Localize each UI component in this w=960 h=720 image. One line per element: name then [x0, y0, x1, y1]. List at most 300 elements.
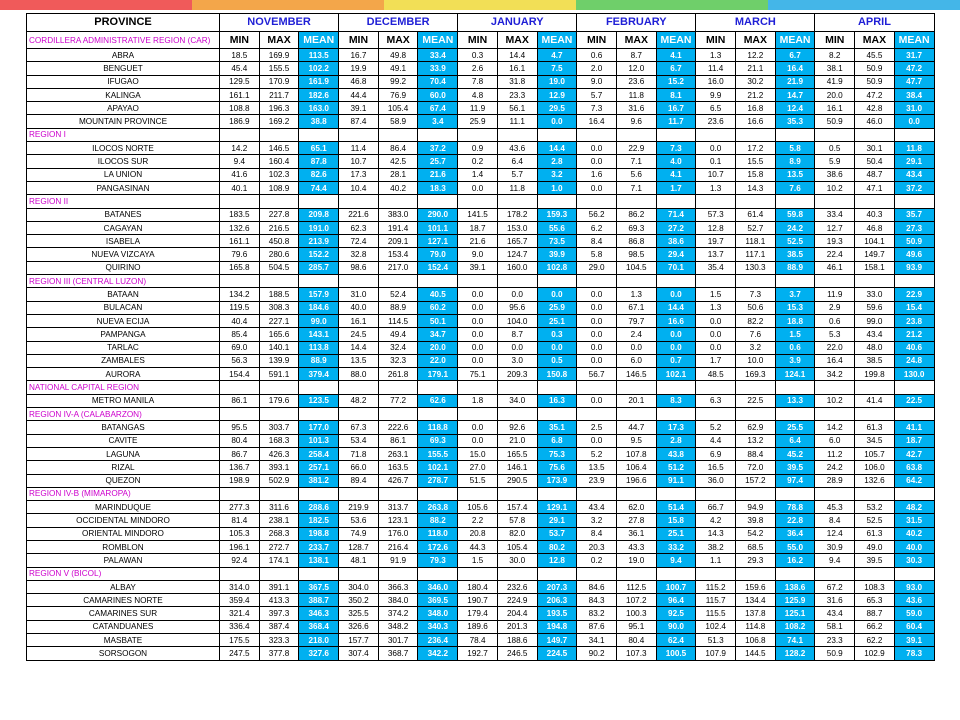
mean-cell: 18.8	[775, 314, 815, 327]
max-cell: 46.8	[855, 221, 895, 234]
mean-cell: 39.9	[537, 248, 577, 261]
empty-cell	[855, 567, 895, 580]
empty-cell	[418, 195, 458, 208]
min-header: MIN	[577, 32, 617, 49]
max-cell: 80.4	[616, 634, 656, 647]
min-cell: 83.2	[577, 607, 617, 620]
mean-cell: 16.3	[537, 394, 577, 407]
min-cell: 67.3	[339, 421, 379, 434]
max-cell: 157.4	[497, 501, 537, 514]
empty-cell	[696, 128, 736, 141]
max-cell: 308.3	[259, 301, 299, 314]
max-cell: 95.6	[497, 301, 537, 314]
mean-cell: 93.0	[894, 580, 934, 593]
max-cell: 49.0	[855, 540, 895, 553]
max-cell: 30.0	[497, 554, 537, 567]
max-cell: 62.9	[736, 421, 776, 434]
mean-cell: 6.7	[656, 62, 696, 75]
mean-cell: 31.7	[894, 49, 934, 62]
max-cell: 169.3	[736, 368, 776, 381]
empty-cell	[220, 408, 260, 421]
max-cell: 232.6	[497, 580, 537, 593]
mean-cell: 157.9	[299, 288, 339, 301]
min-cell: 39.1	[458, 261, 498, 274]
min-cell: 30.9	[815, 540, 855, 553]
max-cell: 33.0	[855, 288, 895, 301]
mean-cell: 33.9	[418, 62, 458, 75]
table-row	[27, 421, 935, 434]
mean-cell: 15.4	[894, 301, 934, 314]
mean-cell: 263.8	[418, 501, 458, 514]
max-cell: 426.3	[259, 447, 299, 460]
max-header: MAX	[378, 32, 418, 49]
province-name: PANGASINAN	[27, 181, 220, 194]
mean-cell: 14.4	[537, 142, 577, 155]
mean-cell: 25.5	[775, 421, 815, 434]
empty-cell	[418, 408, 458, 421]
min-cell: 38.6	[815, 168, 855, 181]
empty-cell	[736, 275, 776, 288]
max-cell: 130.3	[736, 261, 776, 274]
min-cell: 1.7	[696, 354, 736, 367]
province-name: AURORA	[27, 368, 220, 381]
min-cell: 19.9	[339, 62, 379, 75]
mean-cell: 369.5	[418, 594, 458, 607]
min-cell: 14.2	[815, 421, 855, 434]
mean-cell: 381.2	[299, 474, 339, 487]
min-cell: 43.4	[577, 501, 617, 514]
empty-cell	[497, 567, 537, 580]
empty-cell	[458, 195, 498, 208]
min-cell: 198.9	[220, 474, 260, 487]
max-cell: 261.8	[378, 368, 418, 381]
max-cell: 102.3	[259, 168, 299, 181]
empty-cell	[537, 128, 577, 141]
table-row	[27, 301, 935, 314]
min-cell: 1.5	[696, 288, 736, 301]
mean-cell: 14.4	[656, 301, 696, 314]
max-cell: 86.8	[616, 235, 656, 248]
min-cell: 87.4	[339, 115, 379, 128]
min-cell: 23.9	[577, 474, 617, 487]
mean-cell: 7.6	[775, 181, 815, 194]
max-cell: 49.8	[378, 49, 418, 62]
empty-cell	[378, 275, 418, 288]
max-cell: 450.8	[259, 235, 299, 248]
mean-cell: 48.2	[894, 501, 934, 514]
table-row	[27, 461, 935, 474]
max-cell: 108.9	[259, 181, 299, 194]
mean-cell: 233.7	[299, 540, 339, 553]
max-cell: 374.2	[378, 607, 418, 620]
mean-cell: 35.7	[894, 208, 934, 221]
province-name: KALINGA	[27, 88, 220, 101]
max-cell: 209.3	[497, 368, 537, 381]
mean-cell: 23.8	[894, 314, 934, 327]
min-cell: 14.2	[220, 142, 260, 155]
mean-cell: 367.5	[299, 580, 339, 593]
empty-cell	[775, 487, 815, 500]
min-cell: 92.4	[220, 554, 260, 567]
max-cell: 61.3	[855, 527, 895, 540]
min-cell: 10.2	[815, 394, 855, 407]
max-cell: 124.7	[497, 248, 537, 261]
min-cell: 183.5	[220, 208, 260, 221]
mean-cell: 12.8	[537, 554, 577, 567]
min-cell: 9.0	[577, 75, 617, 88]
max-cell: 28.1	[378, 168, 418, 181]
max-cell: 188.5	[259, 288, 299, 301]
max-cell: 40.3	[855, 208, 895, 221]
mean-cell: 27.2	[656, 221, 696, 234]
min-header: MIN	[696, 32, 736, 49]
mean-cell: 2.8	[656, 434, 696, 447]
mean-cell: 41.1	[894, 421, 934, 434]
max-cell: 178.2	[497, 208, 537, 221]
max-cell: 174.1	[259, 554, 299, 567]
min-cell: 0.0	[577, 394, 617, 407]
min-cell: 12.4	[815, 527, 855, 540]
min-cell: 5.2	[696, 421, 736, 434]
empty-cell	[299, 408, 339, 421]
min-cell: 1.3	[696, 181, 736, 194]
rainfall-table-wrapper	[26, 13, 934, 666]
month-header-row	[27, 14, 935, 32]
min-cell: 11.9	[815, 288, 855, 301]
mean-cell: 15.2	[656, 75, 696, 88]
max-cell: 191.4	[378, 221, 418, 234]
mean-cell: 207.3	[537, 580, 577, 593]
empty-cell	[656, 195, 696, 208]
empty-cell	[894, 195, 934, 208]
max-cell: 13.2	[736, 434, 776, 447]
mean-cell: 0.5	[537, 354, 577, 367]
min-cell: 34.1	[577, 634, 617, 647]
max-cell: 313.7	[378, 501, 418, 514]
province-name: CAMARINES SUR	[27, 607, 220, 620]
max-cell: 29.3	[736, 554, 776, 567]
max-cell: 123.1	[378, 514, 418, 527]
table-row	[27, 554, 935, 567]
min-cell: 16.1	[815, 102, 855, 115]
empty-cell	[458, 381, 498, 394]
max-cell: 165.7	[497, 235, 537, 248]
mean-cell: 50.9	[894, 235, 934, 248]
province-name: BATAAN	[27, 288, 220, 301]
min-cell: 1.8	[458, 394, 498, 407]
province-name: IFUGAO	[27, 75, 220, 88]
max-cell: 9.6	[616, 115, 656, 128]
month-header: APRIL	[815, 14, 934, 32]
province-name: MOUNTAIN PROVINCE	[27, 115, 220, 128]
table-row	[27, 49, 935, 62]
mean-cell: 43.6	[894, 594, 934, 607]
min-cell: 16.4	[577, 115, 617, 128]
max-cell: 69.3	[616, 221, 656, 234]
max-cell: 155.5	[259, 62, 299, 75]
min-cell: 27.0	[458, 461, 498, 474]
empty-cell	[497, 487, 537, 500]
empty-cell	[299, 381, 339, 394]
max-cell: 30.2	[736, 75, 776, 88]
max-cell: 9.5	[616, 434, 656, 447]
mean-cell: 74.4	[299, 181, 339, 194]
max-cell: 11.8	[616, 88, 656, 101]
max-cell: 50.9	[855, 75, 895, 88]
table-row	[27, 102, 935, 115]
mean-cell: 36.4	[775, 527, 815, 540]
mean-cell: 37.2	[418, 142, 458, 155]
min-cell: 41.6	[220, 168, 260, 181]
mean-cell: 70.4	[418, 75, 458, 88]
max-cell: 204.4	[497, 607, 537, 620]
max-cell: 47.2	[855, 88, 895, 101]
mean-cell: 69.3	[418, 434, 458, 447]
empty-cell	[775, 275, 815, 288]
table-row	[27, 540, 935, 553]
max-cell: 48.0	[855, 341, 895, 354]
empty-cell	[696, 195, 736, 208]
max-cell: 114.8	[736, 620, 776, 633]
max-cell: 3.0	[497, 354, 537, 367]
mean-cell: 102.2	[299, 62, 339, 75]
empty-cell	[736, 195, 776, 208]
max-cell: 383.0	[378, 208, 418, 221]
month-header: DECEMBER	[339, 14, 458, 32]
max-cell: 5.6	[616, 168, 656, 181]
min-cell: 190.7	[458, 594, 498, 607]
table-row	[27, 514, 935, 527]
mean-cell: 209.8	[299, 208, 339, 221]
min-cell: 0.1	[696, 155, 736, 168]
max-cell: 201.3	[497, 620, 537, 633]
min-header: MIN	[815, 32, 855, 49]
table-row	[27, 208, 935, 221]
province-name: PAMPANGA	[27, 328, 220, 341]
min-cell: 2.6	[458, 62, 498, 75]
min-cell: 56.3	[220, 354, 260, 367]
min-cell: 1.5	[458, 554, 498, 567]
min-cell: 107.9	[696, 647, 736, 660]
min-cell: 3.2	[577, 514, 617, 527]
min-cell: 22.0	[815, 341, 855, 354]
min-cell: 95.5	[220, 421, 260, 434]
empty-cell	[378, 487, 418, 500]
min-cell: 5.2	[577, 447, 617, 460]
min-cell: 0.0	[577, 301, 617, 314]
mean-cell: 35.1	[537, 421, 577, 434]
empty-cell	[775, 381, 815, 394]
table-row	[27, 580, 935, 593]
mean-cell: 50.1	[418, 314, 458, 327]
max-cell: 107.8	[616, 447, 656, 460]
max-cell: 146.5	[259, 142, 299, 155]
mean-cell: 155.5	[418, 447, 458, 460]
min-cell: 5.3	[815, 328, 855, 341]
min-cell: 2.5	[577, 421, 617, 434]
empty-cell	[815, 381, 855, 394]
min-cell: 35.4	[696, 261, 736, 274]
mean-cell: 67.4	[418, 102, 458, 115]
empty-cell	[616, 195, 656, 208]
mean-cell: 340.3	[418, 620, 458, 633]
max-cell: 48.7	[855, 168, 895, 181]
min-cell: 0.0	[458, 434, 498, 447]
empty-cell	[220, 487, 260, 500]
max-cell: 91.9	[378, 554, 418, 567]
empty-cell	[815, 275, 855, 288]
mean-cell: 258.4	[299, 447, 339, 460]
mean-cell: 100.5	[656, 647, 696, 660]
empty-cell	[339, 567, 379, 580]
empty-cell	[894, 381, 934, 394]
max-cell: 62.0	[616, 501, 656, 514]
min-cell: 38.2	[696, 540, 736, 553]
min-cell: 48.2	[339, 394, 379, 407]
max-cell: 149.7	[855, 248, 895, 261]
mean-cell: 290.0	[418, 208, 458, 221]
max-cell: 209.1	[378, 235, 418, 248]
empty-cell	[894, 128, 934, 141]
max-cell: 268.3	[259, 527, 299, 540]
min-cell: 9.9	[696, 88, 736, 101]
empty-cell	[458, 487, 498, 500]
min-cell: 85.4	[220, 328, 260, 341]
min-cell: 10.2	[815, 181, 855, 194]
max-cell: 216.4	[378, 540, 418, 553]
min-cell: 51.3	[696, 634, 736, 647]
mean-cell: 60.4	[894, 620, 934, 633]
mean-cell: 29.4	[656, 248, 696, 261]
mean-cell: 161.9	[299, 75, 339, 88]
table-row	[27, 221, 935, 234]
table-row	[27, 501, 935, 514]
table-row	[27, 354, 935, 367]
max-cell: 301.7	[378, 634, 418, 647]
min-cell: 69.0	[220, 341, 260, 354]
region-name: REGION IV-A (CALABARZON)	[27, 408, 220, 421]
min-cell: 34.2	[815, 368, 855, 381]
mean-cell: 172.6	[418, 540, 458, 553]
min-cell: 13.5	[577, 461, 617, 474]
province-name: CATANDUANES	[27, 620, 220, 633]
max-cell: 118.1	[736, 235, 776, 248]
min-cell: 22.4	[815, 248, 855, 261]
min-cell: 119.5	[220, 301, 260, 314]
month-header: MARCH	[696, 14, 815, 32]
mean-cell: 150.8	[537, 368, 577, 381]
min-cell: 11.2	[815, 447, 855, 460]
mean-cell: 25.1	[656, 527, 696, 540]
max-cell: 114.5	[378, 314, 418, 327]
min-cell: 24.2	[815, 461, 855, 474]
min-cell: 0.0	[577, 434, 617, 447]
mean-cell: 80.2	[537, 540, 577, 553]
mean-cell: 0.0	[537, 115, 577, 128]
mean-cell: 213.9	[299, 235, 339, 248]
empty-cell	[696, 381, 736, 394]
max-header: MAX	[616, 32, 656, 49]
mean-cell: 149.7	[537, 634, 577, 647]
region-name: REGION II	[27, 195, 220, 208]
max-cell: 12.2	[736, 49, 776, 62]
max-cell: 280.6	[259, 248, 299, 261]
max-cell: 77.2	[378, 394, 418, 407]
max-cell: 15.5	[736, 155, 776, 168]
empty-cell	[855, 128, 895, 141]
mean-cell: 79.3	[418, 554, 458, 567]
mean-cell: 99.0	[299, 314, 339, 327]
mean-cell: 182.5	[299, 514, 339, 527]
max-cell: 50.4	[855, 155, 895, 168]
min-cell: 87.6	[577, 620, 617, 633]
mean-cell: 64.2	[894, 474, 934, 487]
mean-cell: 3.4	[418, 115, 458, 128]
min-cell: 79.6	[220, 248, 260, 261]
color-bar	[0, 0, 960, 10]
min-cell: 13.5	[339, 354, 379, 367]
max-cell: 72.0	[736, 461, 776, 474]
max-cell: 31.8	[497, 75, 537, 88]
mean-cell: 40.6	[894, 341, 934, 354]
mean-cell: 179.1	[418, 368, 458, 381]
mean-cell: 39.5	[775, 461, 815, 474]
empty-cell	[656, 128, 696, 141]
mean-header: MEAN	[894, 32, 934, 49]
mean-cell: 75.6	[537, 461, 577, 474]
mean-cell: 38.8	[299, 115, 339, 128]
empty-cell	[378, 128, 418, 141]
min-cell: 58.1	[815, 620, 855, 633]
min-cell: 6.0	[815, 434, 855, 447]
min-cell: 12.7	[815, 221, 855, 234]
max-cell: 20.1	[616, 394, 656, 407]
mean-cell: 0.3	[537, 328, 577, 341]
mean-cell: 75.3	[537, 447, 577, 460]
province-name: BENGUET	[27, 62, 220, 75]
mean-cell: 43.8	[656, 447, 696, 460]
mean-cell: 11.7	[656, 115, 696, 128]
min-cell: 0.2	[577, 554, 617, 567]
empty-cell	[259, 275, 299, 288]
max-cell: 58.9	[378, 115, 418, 128]
max-cell: 34.0	[497, 394, 537, 407]
max-cell: 170.9	[259, 75, 299, 88]
table-row	[27, 328, 935, 341]
max-cell: 42.8	[855, 102, 895, 115]
mean-cell: 71.4	[656, 208, 696, 221]
min-cell: 16.4	[815, 354, 855, 367]
mean-cell: 87.8	[299, 155, 339, 168]
min-cell: 0.2	[458, 155, 498, 168]
max-cell: 139.9	[259, 354, 299, 367]
min-cell: 44.4	[339, 88, 379, 101]
empty-cell	[378, 567, 418, 580]
mean-cell: 129.1	[537, 501, 577, 514]
empty-cell	[497, 408, 537, 421]
max-header: MAX	[736, 32, 776, 49]
max-cell: 105.4	[497, 540, 537, 553]
empty-cell	[577, 487, 617, 500]
empty-cell	[220, 567, 260, 580]
mean-cell: 59.8	[775, 208, 815, 221]
empty-cell	[736, 128, 776, 141]
mean-cell: 33.4	[418, 49, 458, 62]
max-cell: 176.0	[378, 527, 418, 540]
mean-cell: 17.3	[656, 421, 696, 434]
table-row	[27, 394, 935, 407]
region-name: REGION III (CENTRAL LUZON)	[27, 275, 220, 288]
